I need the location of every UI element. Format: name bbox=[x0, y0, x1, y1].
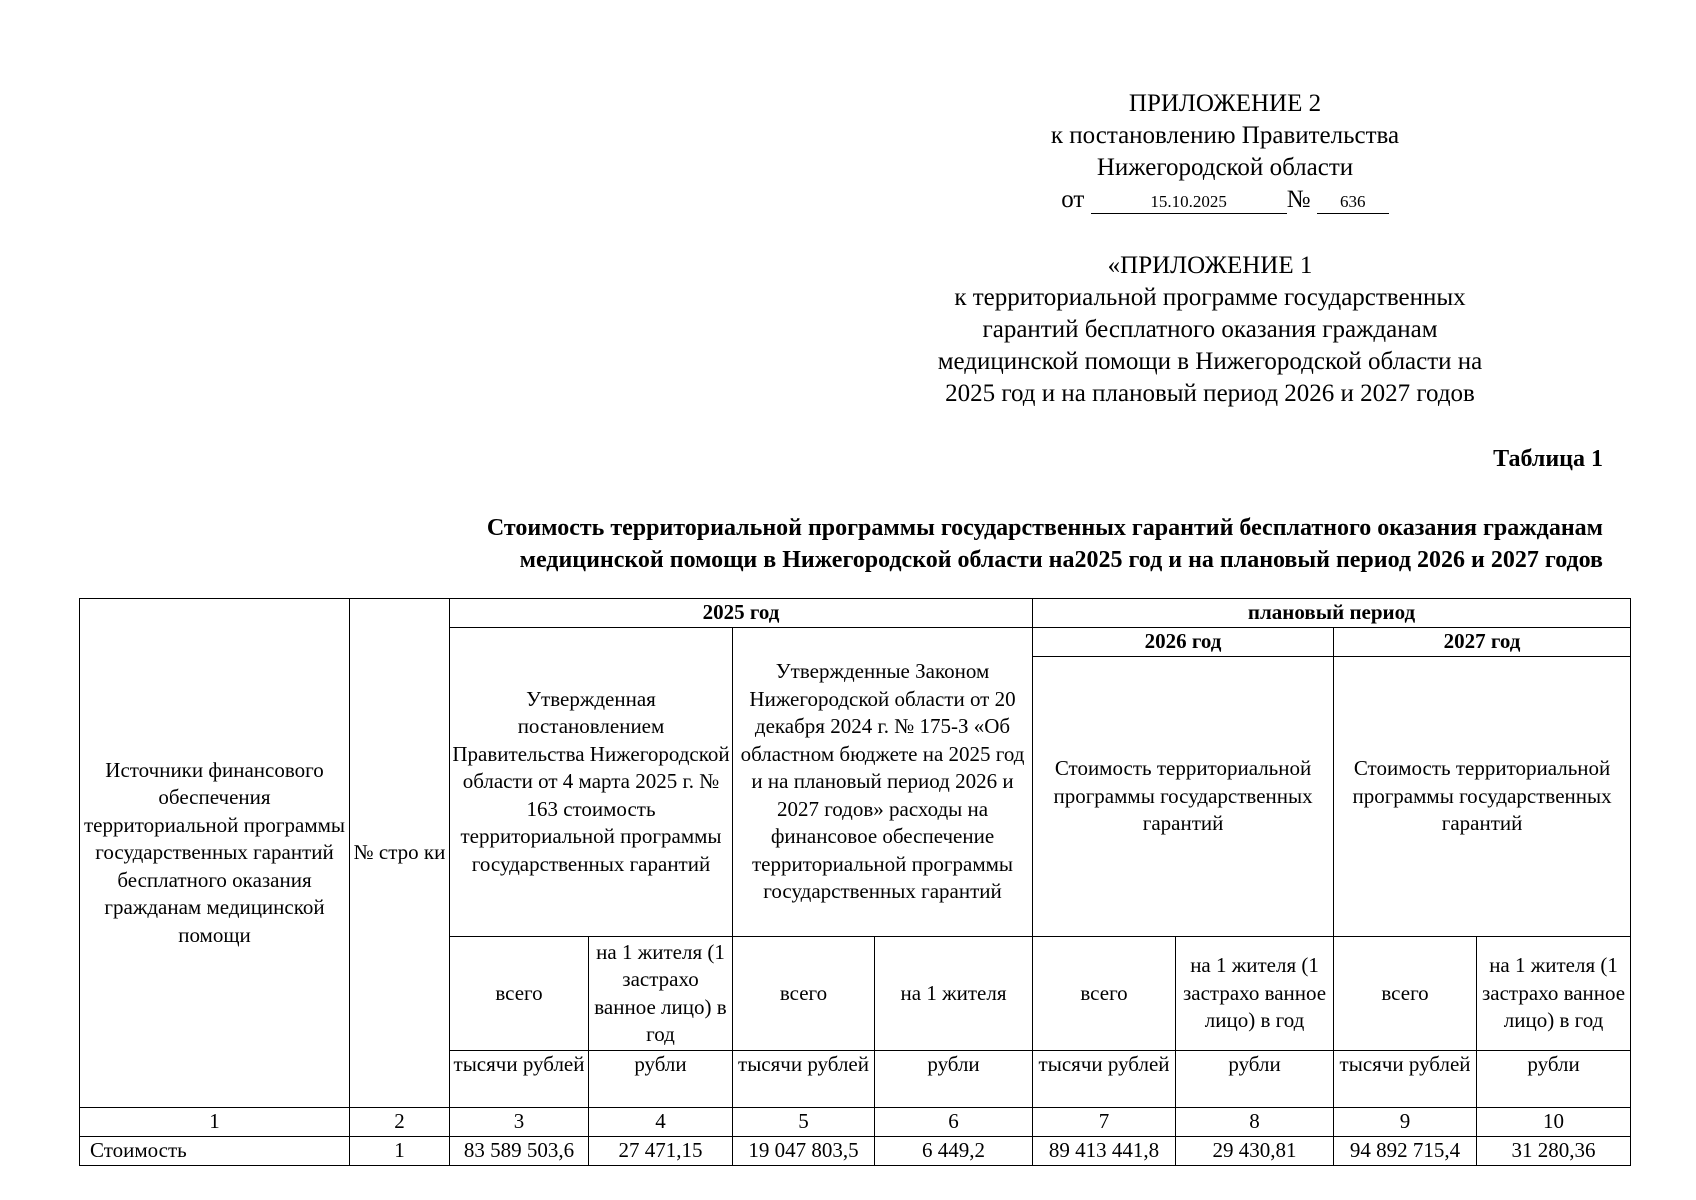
unit-thousands: тысячи рублей bbox=[450, 1051, 589, 1108]
unit-rubles: рубли bbox=[1176, 1051, 1334, 1108]
column-number-row bbox=[80, 1108, 1631, 1137]
appendix-1-line-2: гарантий бесплатного оказания гражданам bbox=[982, 316, 1438, 343]
appendix-1-header bbox=[860, 250, 1560, 410]
table-row bbox=[80, 1137, 1631, 1166]
number-sign: № bbox=[1286, 186, 1311, 213]
header-per-resident: на 1 жителя bbox=[875, 937, 1033, 1051]
appendix-1-line-3: медицинской помощи в Нижегородской области на bbox=[937, 348, 1483, 375]
row-number: 1 bbox=[350, 1137, 450, 1166]
appendix-1-line-1: к территориальной программе государственных bbox=[954, 284, 1466, 311]
resolution-number: 636 bbox=[1317, 191, 1389, 214]
resolution-date: 15.10.2025 bbox=[1091, 191, 1287, 214]
table-title-line-1: Стоимость территориальной программы государственных гарантий бесплатного оказания гражданам bbox=[486, 515, 1603, 541]
column-number: 2 bbox=[350, 1108, 450, 1137]
column-number: 5 bbox=[733, 1108, 875, 1137]
header-total: всего bbox=[1334, 937, 1477, 1051]
header-per-insured: на 1 жителя (1 застрахо ванное лицо) в год bbox=[589, 937, 733, 1051]
unit-thousands: тысячи рублей bbox=[1033, 1051, 1176, 1108]
value-cell: 29 430,81 bbox=[1176, 1137, 1334, 1166]
header-per-insured: на 1 жителя (1 застрахо ванное лицо) в год bbox=[1176, 937, 1334, 1051]
column-number: 6 bbox=[875, 1108, 1033, 1137]
column-number: 10 bbox=[1477, 1108, 1631, 1137]
value-cell: 94 892 715,4 bbox=[1334, 1137, 1477, 1166]
appendix-2-line-1: к постановлению Правительства bbox=[1050, 122, 1400, 149]
header-approved-resolution: Утвержденная постановлением Правительства Нижегородской области от 4 марта 2025 г. № 163 стоимость территориальной программы государственных гарантий bbox=[450, 628, 733, 937]
value-cell: 89 413 441,8 bbox=[1033, 1137, 1176, 1166]
header-year-2026: 2026 год bbox=[1033, 628, 1334, 657]
header-year-2027: 2027 год bbox=[1334, 628, 1631, 657]
unit-rubles: рубли bbox=[589, 1051, 733, 1108]
column-number: 7 bbox=[1033, 1108, 1176, 1137]
date-prefix: от bbox=[1061, 186, 1085, 213]
column-number: 4 bbox=[589, 1108, 733, 1137]
header-source: Источники финансового обеспечения территориальной программы государственных гарантий бесплатного оказания гражданам медицинской помощи bbox=[80, 599, 350, 1108]
header-per-insured: на 1 жителя (1 застрахо ванное лицо) в год bbox=[1477, 937, 1631, 1051]
unit-rubles: рубли bbox=[875, 1051, 1033, 1108]
header-total: всего bbox=[1033, 937, 1176, 1051]
cost-table bbox=[79, 598, 1631, 1166]
column-number: 3 bbox=[450, 1108, 589, 1137]
value-cell: 31 280,36 bbox=[1477, 1137, 1631, 1166]
unit-thousands: тысячи рублей bbox=[1334, 1051, 1477, 1108]
column-number: 1 bbox=[80, 1108, 350, 1137]
value-cell: 83 589 503,6 bbox=[450, 1137, 589, 1166]
table-label: Таблица 1 bbox=[1493, 446, 1603, 472]
header-cost-2027: Стоимость территориальной программы государственных гарантий bbox=[1334, 657, 1631, 937]
column-number: 9 bbox=[1334, 1108, 1477, 1137]
appendix-2-header bbox=[950, 88, 1500, 216]
table-title bbox=[160, 512, 1603, 576]
value-cell: 19 047 803,5 bbox=[733, 1137, 875, 1166]
row-label: Стоимость bbox=[80, 1137, 350, 1166]
header-total: всего bbox=[450, 937, 589, 1051]
header-approved-law: Утвержденные Законом Нижегородской области от 20 декабря 2024 г. № 175-З «Об областном бюджете на 2025 год и на плановый период 2026 и 2027 годов» расходы на финансовое обеспечение территориальной программы государственных гарантий bbox=[733, 628, 1033, 937]
header-total: всего bbox=[733, 937, 875, 1051]
value-cell: 6 449,2 bbox=[875, 1137, 1033, 1166]
appendix-1-line-4: 2025 год и на плановый период 2026 и 2027 годов bbox=[945, 380, 1475, 407]
header-year-2025: 2025 год bbox=[450, 599, 1033, 628]
appendix-1-title: «ПРИЛОЖЕНИЕ 1 bbox=[1107, 252, 1313, 279]
value-cell: 27 471,15 bbox=[589, 1137, 733, 1166]
unit-rubles: рубли bbox=[1477, 1051, 1631, 1108]
appendix-2-date-line bbox=[1061, 184, 1388, 216]
header-cost-2026: Стоимость территориальной программы государственных гарантий bbox=[1033, 657, 1334, 937]
unit-thousands: тысячи рублей bbox=[733, 1051, 875, 1108]
table-title-line-2: медицинской помощи в Нижегородской области на2025 год и на плановый период 2026 и 2027 годов bbox=[519, 547, 1603, 573]
appendix-2-title: ПРИЛОЖЕНИЕ 2 bbox=[1128, 90, 1322, 117]
appendix-2-line-2: Нижегородской области bbox=[1096, 154, 1354, 181]
column-number: 8 bbox=[1176, 1108, 1334, 1137]
header-row-number: № стро ки bbox=[350, 599, 450, 1108]
header-planned-period: плановый период bbox=[1033, 599, 1631, 628]
